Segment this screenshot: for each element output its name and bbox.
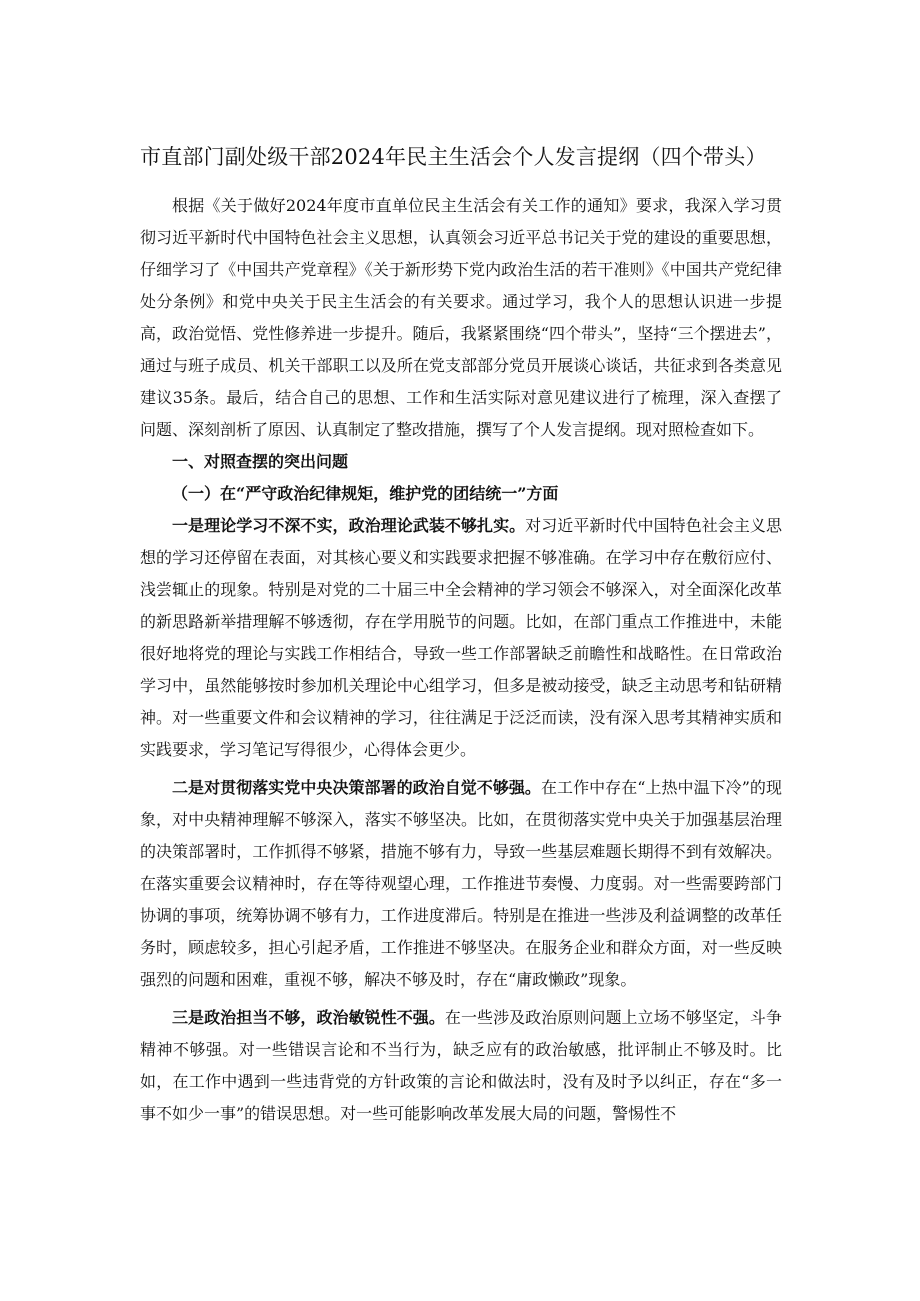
- problem-paragraph-2: [140, 772, 782, 996]
- problem-text-2: 在工作中存在“上热中温下冷”的现象，对中央精神理解不够深入，落实不够坚决。比如，在贯彻落实党中央关于加强基层治理的决策部署时，工作抓得不够紧，措施不够有力，导致一些基层难题长期得不到有效解决。在落实重要会议精神时，存在等待观望心理，工作推进节奏慢、力度弱。对一些需要跨部门协调的事项，统筹协调不够有力，工作进度滞后。特别是在推进一些涉及利益调整的改革任务时，顾虑较多，担心引起矛盾，工作推进不够坚决。在服务企业和群众方面，对一些反映强烈的问题和困难，重视不够，解决不够及时，存在“庸政懒政”现象。: [140, 778, 782, 989]
- problem-lead-1: 一是理论学习不深不实，政治理论武装不够扎实。: [172, 516, 526, 535]
- problem-paragraph-1: [140, 510, 782, 766]
- problem-paragraph-3: [140, 1002, 782, 1130]
- intro-paragraph: 根据《关于做好2024年度市直单位民主生活会有关工作的通知》要求，我深入学习贯彻习近平新时代中国特色社会主义思想，认真领会习近平总书记关于党的建设的重要思想，仔细学习了《中国共产党章程》《关于新形势下党内政治生活的若干准则》《中国共产党纪律处分条例》和党中央关于民主生活会的有关要求。通过学习，我个人的思想认识进一步提高，政治觉悟、党性修养进一步提升。随后，我紧紧围绕“四个带头”，坚持“三个摆进去”，通过与班子成员、机关干部职工以及所在党支部部分党员开展谈心谈话，共征求到各类意见建议35条。最后，结合自己的思想、工作和生活实际对意见建议进行了梳理，深入查摆了问题、深刻剖析了原因、认真制定了整改措施，撰写了个人发言提纲。现对照检查如下。: [140, 196, 782, 439]
- problem-lead-3: 三是政治担当不够，政治敏锐性不强。: [172, 1008, 445, 1027]
- document-body: [140, 190, 782, 1130]
- problem-text-3: 在一些涉及政治原则问题上立场不够坚定，斗争精神不够强。对一些错误言论和不当行为，缺乏应有的政治敏感，批评制止不够及时。比如，在工作中遇到一些违背党的方针政策的言论和做法时，没有及时予以纠正，存在“多一事不如少一事”的错误思想。对一些可能影响改革发展大局的问题，警惕性不: [140, 1008, 782, 1123]
- problem-text-1: 对习近平新时代中国特色社会主义思想的学习还停留在表面，对其核心要义和实践要求把握不够准确。在学习中存在敷衍应付、浅尝辄止的现象。特别是对党的二十届三中全会精神的学习领会不够深入，对全面深化改革的新思路新举措理解不够透彻，存在学用脱节的问题。比如，在部门重点工作推进中，未能很好地将党的理论与实践工作相结合，导致一些工作部署缺乏前瞻性和战略性。在日常政治学习中，虽然能够按时参加机关理论中心组学习，但多是被动接受，缺乏主动思考和钻研精神。对一些重要文件和会议精神的学习，往往满足于泛泛而读，没有深入思考其精神实质和实践要求，学习笔记写得很少，心得体会更少。: [140, 516, 782, 759]
- document-title: 市直部门副处级干部2024年民主生活会个人发言提纲（四个带头）: [140, 145, 767, 169]
- section-heading: 一、对照查摆的突出问题: [172, 452, 349, 471]
- problem-lead-2: 二是对贯彻落实党中央决策部署的政治自觉不够强。: [172, 778, 541, 797]
- subsection-heading: （一）在“严守政治纪律规矩，维护党的团结统一”方面: [172, 484, 559, 503]
